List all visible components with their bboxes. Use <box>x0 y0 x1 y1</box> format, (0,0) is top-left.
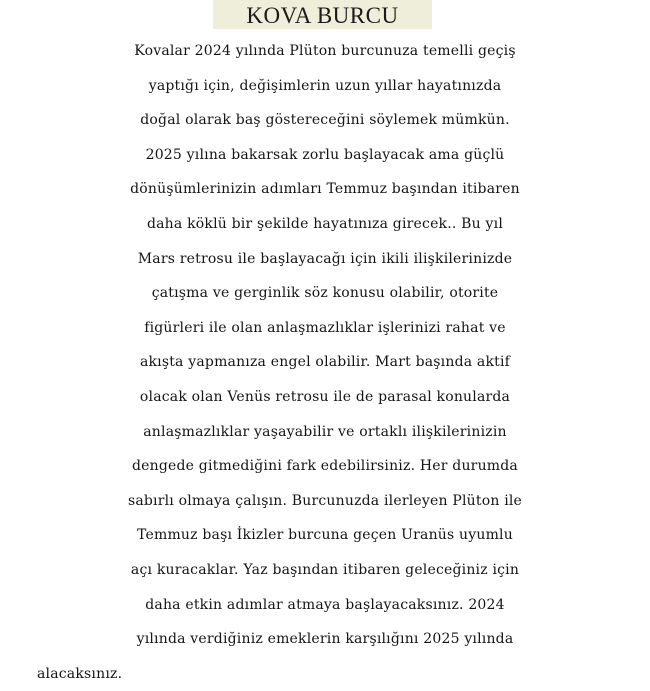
text-line: olacak olan Venüs retrosu ile de parasal konularda <box>139 388 511 405</box>
text-line: doğal olarak baş göstereceğini söylemek mümkün. <box>140 112 510 129</box>
heading-banner <box>213 0 432 29</box>
text-line: Temmuz başı İkizler burcuna geçen Uranüs uyumlu <box>137 527 513 544</box>
text-line: Kovalar 2024 yılında Plüton burcunuza temelli geçiş <box>134 43 516 59</box>
text-line: daha etkin adımlar atmaya başlayacaksınız. 2024 <box>145 596 505 613</box>
text-line: daha köklü bir şekilde hayatınıza girecek.. Bu yıl <box>146 215 504 232</box>
text-line: yılında verdiğiniz emeklerin karşılığını 2025 yılında <box>136 631 514 648</box>
text-line: dönüşümlerinizin adımları Temmuz başından itibaren <box>130 181 520 198</box>
text-line: anlaşmazlıklar yaşayabilir ve ortaklı ilişkilerinizin <box>143 423 507 440</box>
text-line: açı kuracaklar. Yaz başından itibaren geleceğiniz için <box>130 561 520 578</box>
text-line: sabırlı olmaya çalışın. Burcunuzda ilerleyen Plüton ile <box>127 492 523 509</box>
text-line: Mars retrosu ile başlayacağı için ikili ilişkilerinizde <box>137 250 513 267</box>
text-line: alacaksınız. <box>37 665 123 682</box>
text-line: 2025 yılına bakarsak zorlu başlayacak ama güçlü <box>145 146 505 163</box>
article-body <box>0 34 650 691</box>
text-line: çatışma ve gerginlik söz konusu olabilir, otorite <box>151 285 499 302</box>
text-line: yaptığı için, değişimlerin uzun yıllar hayatınızda <box>148 77 502 94</box>
text-line: dengede gitmediğini fark edebilirsiniz. Her durumda <box>132 458 518 475</box>
page-title: KOVA BURCU <box>246 3 399 28</box>
text-line: akışta yapmanıza engel olabilir. Mart başında aktif <box>139 354 511 371</box>
text-line: figürleri ile olan anlaşmazlıklar işlerinizi rahat ve <box>144 319 506 336</box>
